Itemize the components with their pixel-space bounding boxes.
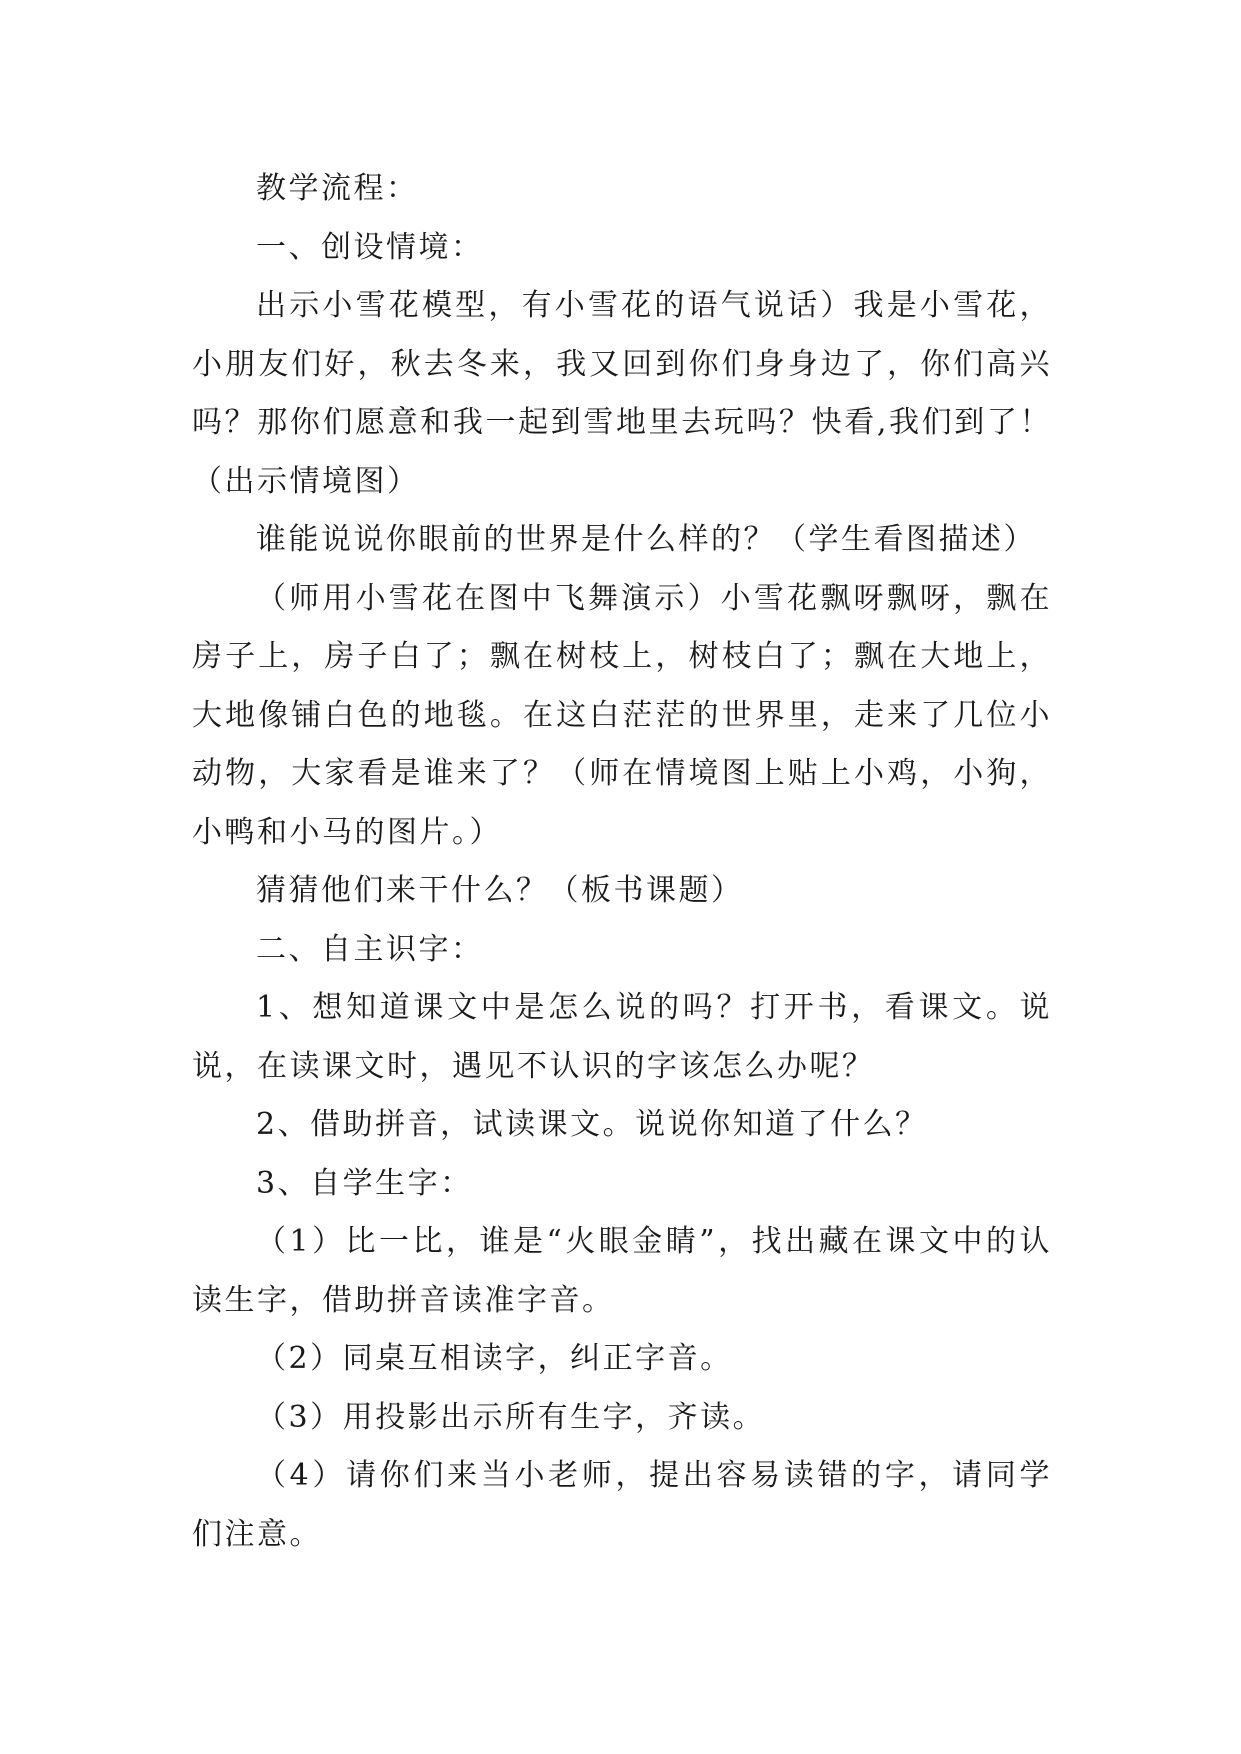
- paragraph: （师用小雪花在图中飞舞演示）小雪花飘呀飘呀，飘在房子上，房子白了；飘在树枝上，树枝白了；飘在大地上，大地像铺白色的地毯。在这白茫茫的世界里，走来了几位小动物，大家看是谁来了？（师在情境图上贴上小鸡，小狗，小鸭和小马的图片。）: [192, 580, 1052, 850]
- sub-list-item: （2）同桌互相读字，纠正字音。: [256, 1341, 733, 1376]
- sub-list-item: （1）比一比，谁是“火眼金睛”，找出藏在课文中的认读生字，借助拼音读准字音。: [192, 1224, 1052, 1318]
- paragraph: 谁能说说你眼前的世界是什么样的？（学生看图描述）: [256, 522, 1036, 557]
- document-body: [192, 160, 1052, 1564]
- paragraph: 出示小雪花模型，有小雪花的语气说话）我是小雪花，小朋友们好，秋去冬来，我又回到你们身身边了，你们高兴吗？那你们愿意和我一起到雪地里去玩吗？快看,我们到了！（出示情境图）: [192, 288, 1052, 499]
- list-item: 1、想知道课文中是怎么说的吗？打开书，看课文。说说，在读课文时，遇见不认识的字该怎么办呢？: [192, 990, 1052, 1084]
- section-heading-1: 一、创设情境：: [256, 229, 484, 265]
- sub-list-item: （3）用投影出示所有生字，齐读。: [256, 1399, 766, 1435]
- list-item: 2、借助拼音，试读课文。说说你知道了什么？: [256, 1107, 928, 1142]
- heading-teaching-process: 教学流程：: [256, 171, 419, 206]
- sub-list-item: （4）请你们来当小老师，提出容易读错的字，请同学们注意。: [192, 1458, 1052, 1552]
- paragraph: 猜猜他们来干什么？（板书课题）: [256, 873, 744, 908]
- section-heading-2: 二、自主识字：: [256, 931, 484, 967]
- list-item: 3、自学生字：: [256, 1165, 473, 1201]
